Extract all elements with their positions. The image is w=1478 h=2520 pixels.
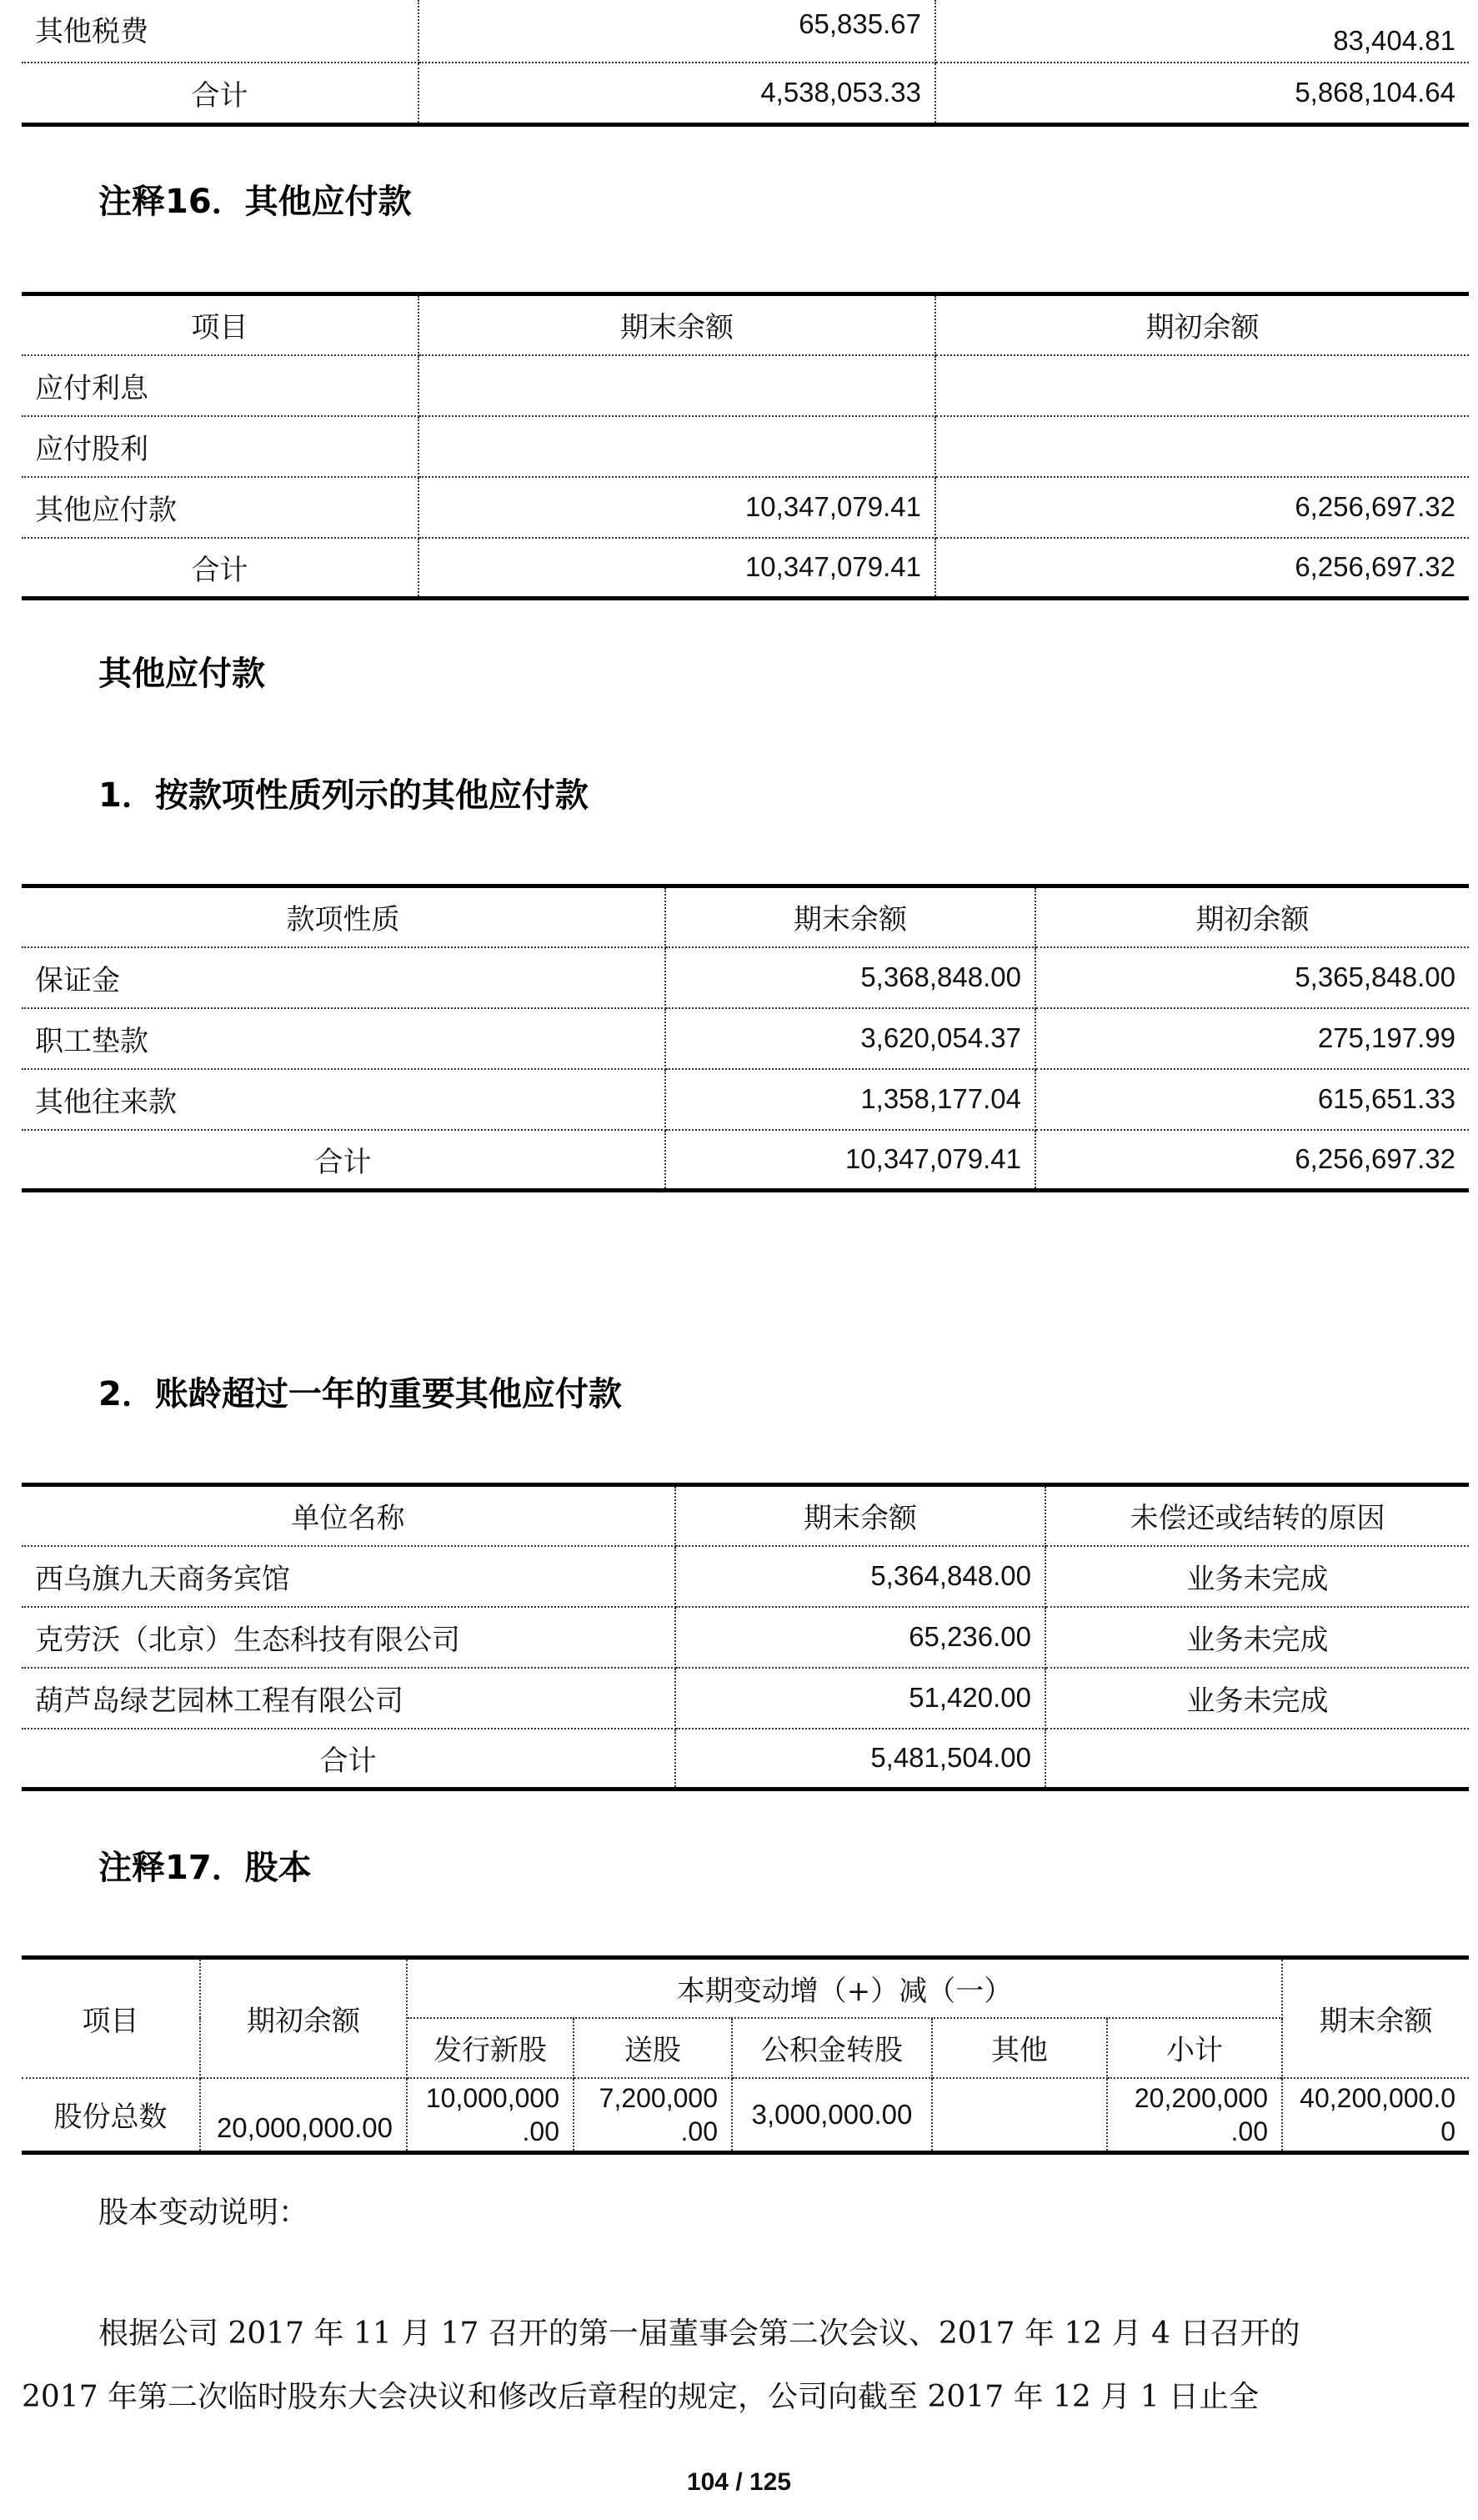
paragraph-line-2: 2017 年第二次临时股东大会决议和修改后章程的规定，公司向截至 2017 年 12 月 1 日止全	[22, 2380, 1260, 2414]
header-begin-balance: 期初余额	[200, 1958, 407, 2078]
table-header-row	[22, 1485, 1469, 1546]
row-begin-balance: 6,256,697.32	[1035, 1130, 1469, 1191]
row-item: 合计	[22, 538, 418, 599]
header-reserve-conversion: 公积金转股	[732, 2018, 932, 2078]
row-end-balance: 1,358,177.04	[665, 1069, 1035, 1130]
row-end-balance: 3,620,054.37	[665, 1008, 1035, 1069]
row-item: 保证金	[22, 947, 665, 1008]
row-begin-balance: 6,256,697.32	[935, 477, 1469, 538]
header-entity: 单位名称	[22, 1485, 675, 1546]
row-end-balance: 65,236.00	[675, 1607, 1045, 1668]
table-row	[22, 355, 1469, 416]
row-end-balance: 5,368,848.00	[665, 947, 1035, 1008]
row-end-balance: 10,347,079.41	[418, 538, 935, 599]
note17-title: 注释17．股本	[98, 1849, 312, 1887]
sub2-title: 2．账龄超过一年的重要其他应付款	[98, 1375, 622, 1413]
row-end-balance	[418, 416, 935, 477]
page-number: 104 / 125	[686, 2468, 792, 2496]
value-line-2: .00	[1230, 2116, 1269, 2146]
share-capital-table	[22, 1955, 1469, 2155]
header-new-shares: 发行新股	[407, 2018, 574, 2078]
table-row-total	[22, 1130, 1469, 1191]
header-subtotal: 小计	[1107, 2018, 1282, 2078]
row-end-balance: 65,835.67	[418, 0, 935, 63]
table-row-total	[22, 63, 1469, 124]
value-line-1: 7,200,000	[599, 2082, 718, 2113]
row-reason: 业务未完成	[1045, 1607, 1469, 1668]
header-reason: 未偿还或结转的原因	[1045, 1485, 1469, 1546]
value-line-2: .00	[522, 2116, 559, 2146]
table-row-total	[22, 538, 1469, 599]
row-end-balance: 10,347,079.41	[665, 1130, 1035, 1191]
table-row	[22, 1668, 1469, 1729]
row-begin-balance: 5,365,848.00	[1035, 947, 1469, 1008]
row-begin-balance: 6,256,697.32	[935, 538, 1469, 599]
row-end-balance: 5,364,848.00	[675, 1546, 1045, 1607]
row-reserve-conversion: 3,000,000.00	[732, 2078, 932, 2153]
paragraph-line-1: 根据公司 2017 年 11 月 17 召开的第一届董事会第二次会议、2017 年 12 月 4 日召开的	[98, 2317, 1300, 2351]
table-row	[22, 2078, 1469, 2153]
row-item: 职工垫款	[22, 1008, 665, 1069]
table-header-row	[22, 1958, 1469, 2018]
tax-payable-table-continuation	[22, 0, 1469, 127]
table-header-row	[22, 886, 1469, 947]
row-entity: 合计	[22, 1729, 675, 1790]
row-end-balance	[418, 355, 935, 416]
header-item: 项目	[22, 294, 418, 355]
share-change-explanation-title: 股本变动说明：	[98, 2196, 309, 2230]
row-subtotal	[1107, 2078, 1282, 2153]
row-begin-balance: 20,000,000.00	[200, 2078, 407, 2153]
table-row	[22, 1607, 1469, 1668]
row-entity: 葫芦岛绿艺园林工程有限公司	[22, 1668, 675, 1729]
header-bonus-shares: 送股	[574, 2018, 732, 2078]
header-item: 项目	[22, 1958, 200, 2078]
row-begin-balance: 275,197.99	[1035, 1008, 1469, 1069]
value-line-2: 0	[1440, 2116, 1456, 2146]
row-other	[932, 2078, 1107, 2153]
row-bonus-shares	[574, 2078, 732, 2153]
row-begin-balance: 615,651.33	[1035, 1069, 1469, 1130]
row-reason: 业务未完成	[1045, 1546, 1469, 1607]
header-begin-balance: 期初余额	[935, 294, 1469, 355]
table-row	[22, 416, 1469, 477]
table-row-total	[22, 1729, 1469, 1790]
other-payables-title: 其他应付款	[98, 655, 265, 693]
table-row	[22, 947, 1469, 1008]
row-end-balance: 4,538,053.33	[418, 63, 935, 124]
row-reason	[1045, 1729, 1469, 1790]
row-end-balance	[1282, 2078, 1469, 2153]
header-end-balance: 期末余额	[675, 1485, 1045, 1546]
header-period-change: 本期变动增（+）减（一）	[407, 1958, 1282, 2018]
row-begin-balance: 83,404.81	[935, 0, 1469, 63]
row-new-shares	[407, 2078, 574, 2153]
row-end-balance: 10,347,079.41	[418, 477, 935, 538]
row-item: 应付利息	[22, 355, 418, 416]
row-item: 其他应付款	[22, 477, 418, 538]
row-end-balance: 5,481,504.00	[675, 1729, 1045, 1790]
table-row	[22, 1069, 1469, 1130]
header-end-balance: 期末余额	[418, 294, 935, 355]
row-item: 其他往来款	[22, 1069, 665, 1130]
row-begin-balance	[935, 416, 1469, 477]
table-row	[22, 477, 1469, 538]
header-end-balance: 期末余额	[665, 886, 1035, 947]
value-line-1: 20,200,000	[1134, 2082, 1269, 2113]
table-row	[22, 0, 1469, 63]
row-item: 合计	[22, 63, 418, 124]
row-begin-balance: 5,868,104.64	[935, 63, 1469, 124]
note16-title: 注释16．其他应付款	[98, 183, 412, 221]
row-end-balance: 51,420.00	[675, 1668, 1045, 1729]
note16-table	[22, 292, 1469, 600]
table-row	[22, 1008, 1469, 1069]
value-line-2: .00	[680, 2116, 718, 2146]
row-item: 股份总数	[22, 2078, 200, 2153]
sub1-title: 1．按款项性质列示的其他应付款	[98, 776, 589, 815]
row-reason: 业务未完成	[1045, 1668, 1469, 1729]
header-begin-balance: 期初余额	[1035, 886, 1469, 947]
header-other: 其他	[932, 2018, 1107, 2078]
row-entity: 西乌旗九天商务宾馆	[22, 1546, 675, 1607]
payables-by-nature-table	[22, 884, 1469, 1192]
row-item: 应付股利	[22, 416, 418, 477]
table-row	[22, 1546, 1469, 1607]
row-item: 合计	[22, 1130, 665, 1191]
value-line-1: 10,000,000	[425, 2082, 559, 2113]
header-end-balance: 期末余额	[1282, 1958, 1469, 2078]
aged-payables-table	[22, 1483, 1469, 1791]
header-nature: 款项性质	[22, 886, 665, 947]
table-header-row	[22, 294, 1469, 355]
row-item: 其他税费	[22, 0, 418, 63]
row-entity: 克劳沃（北京）生态科技有限公司	[22, 1607, 675, 1668]
value-line-1: 40,200,000.0	[1300, 2082, 1456, 2113]
row-begin-balance	[935, 355, 1469, 416]
